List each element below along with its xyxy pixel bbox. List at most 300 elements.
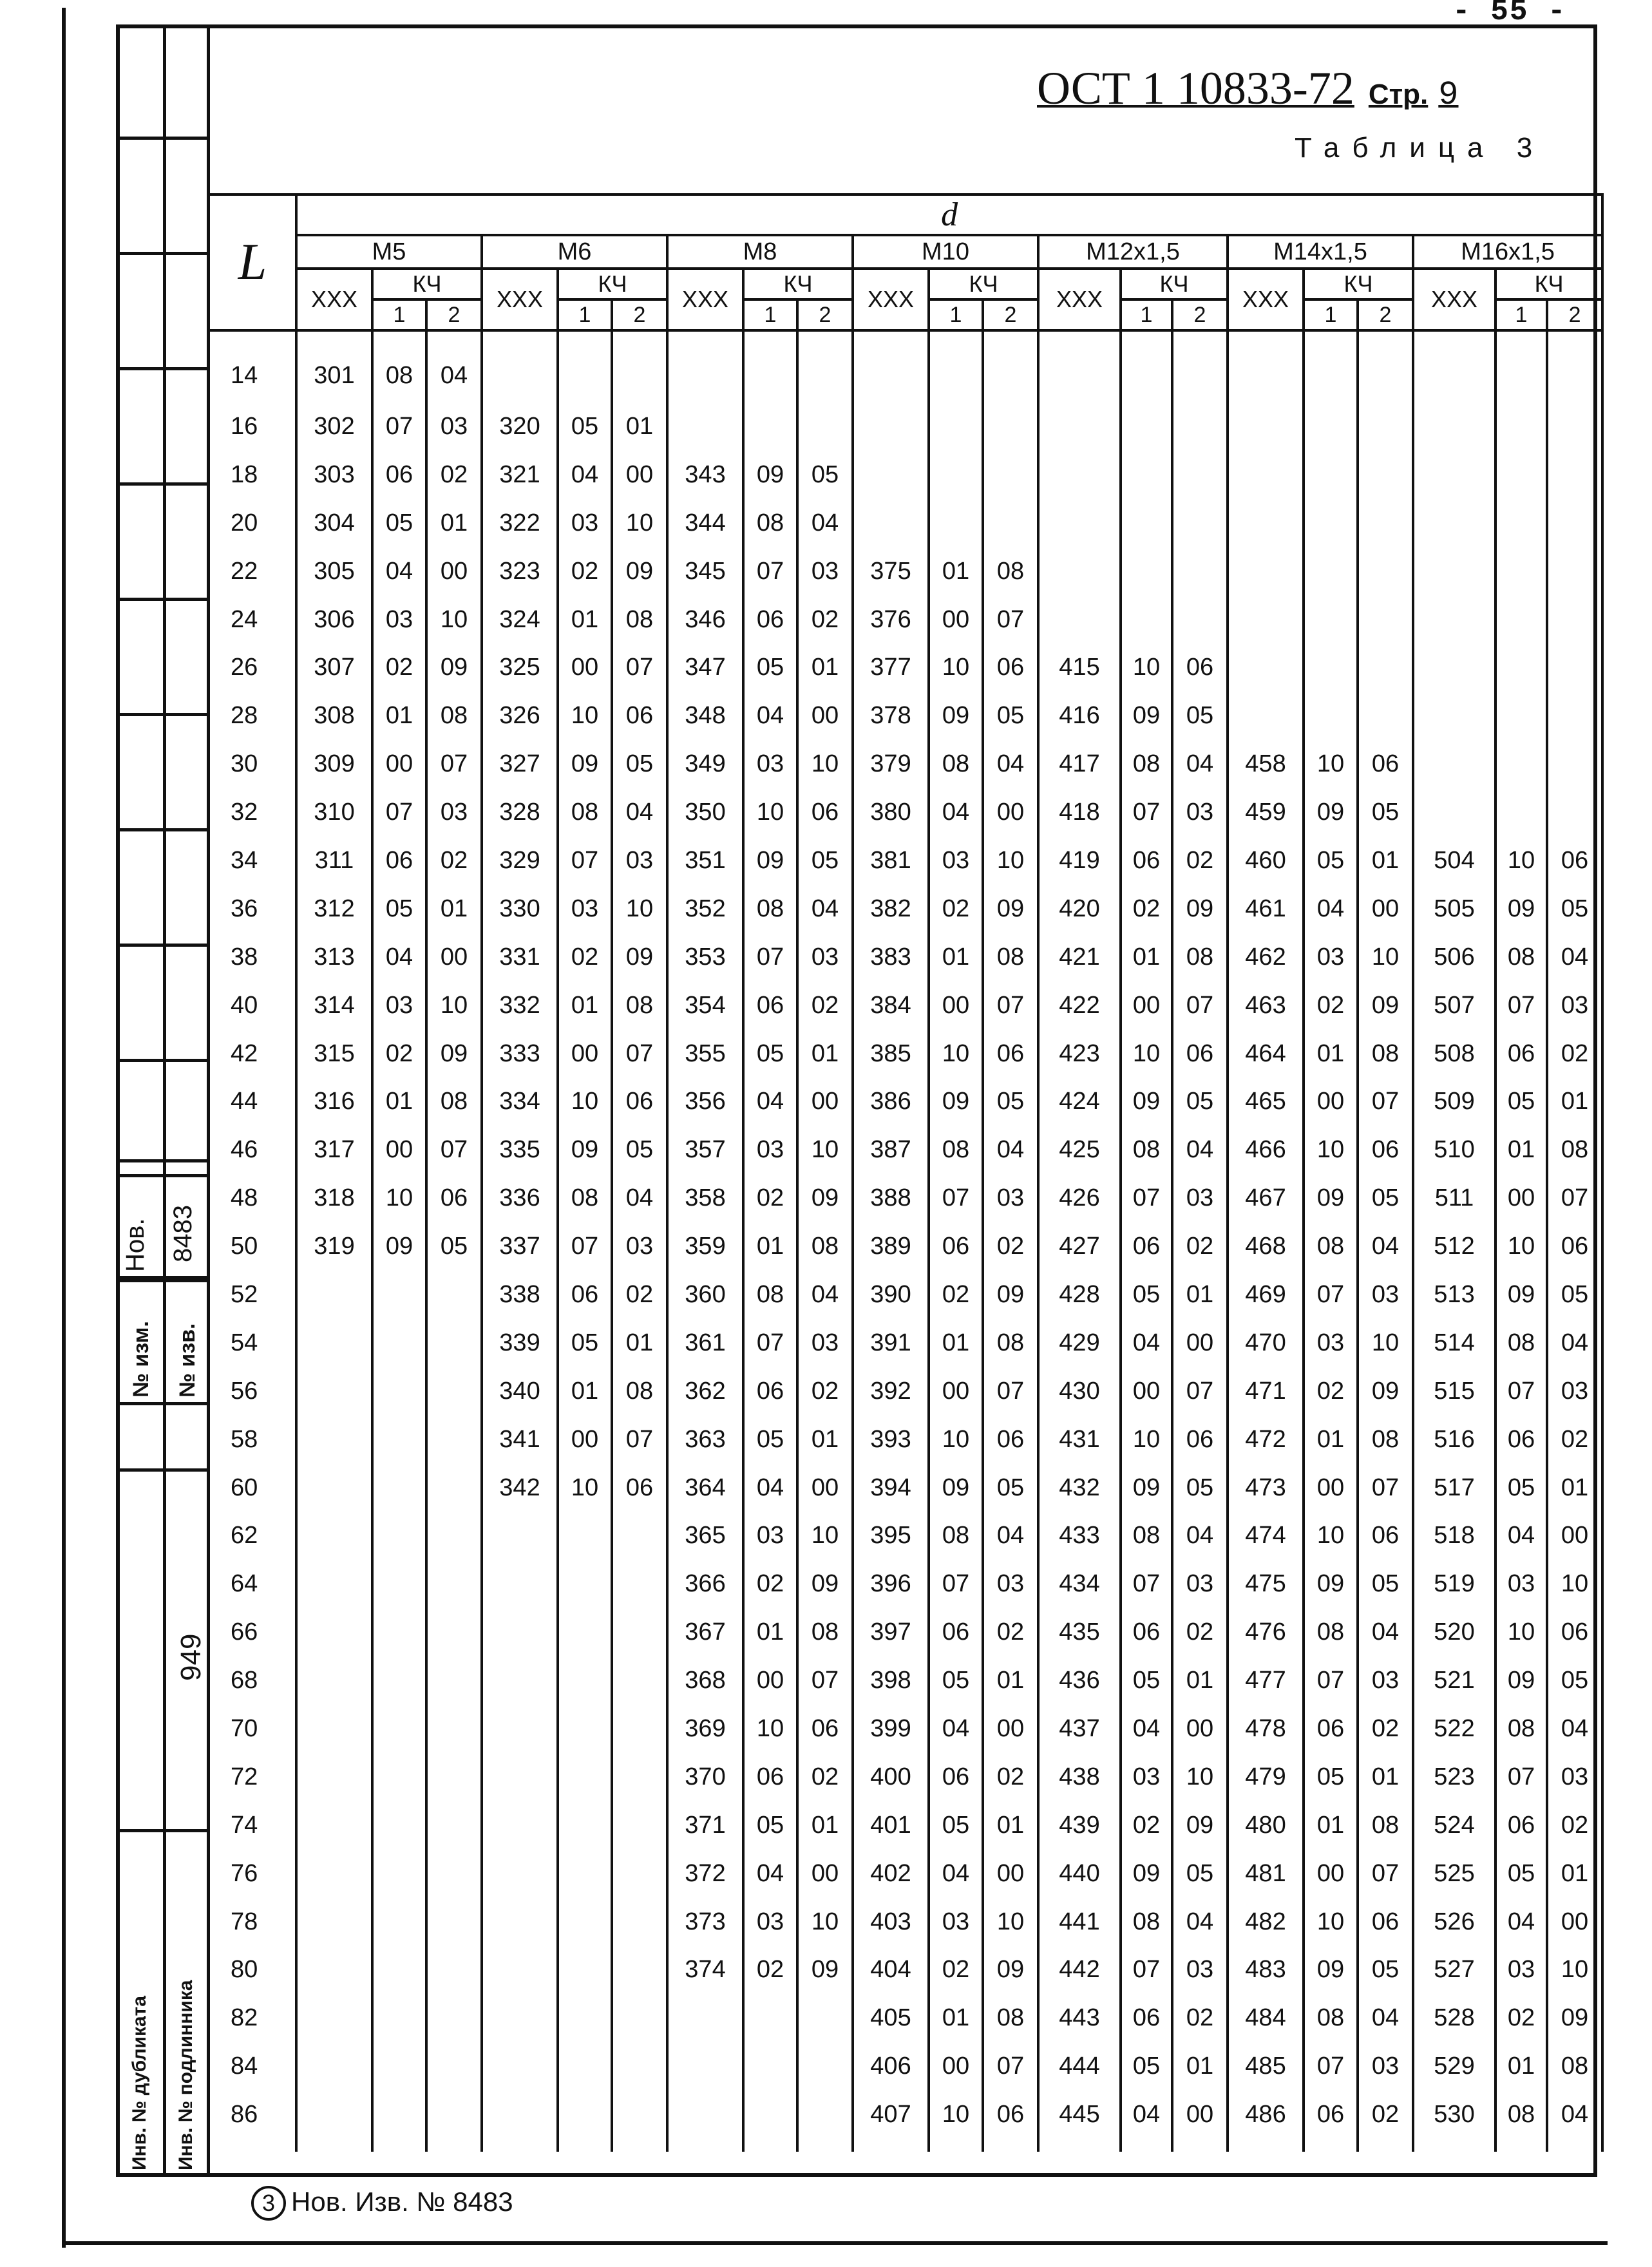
kch-cell <box>426 1560 482 1608</box>
kch-cell: 08 <box>1547 1126 1602 1174</box>
table-row <box>210 2042 1602 2091</box>
xxx-cell <box>482 1608 558 1656</box>
kch-cell: 04 <box>743 1850 797 1898</box>
kch-cell: 06 <box>1172 643 1228 692</box>
kch-cell <box>1358 451 1413 499</box>
kch-cell: 01 <box>1304 1030 1358 1078</box>
length-cell: 60 <box>210 1464 296 1512</box>
kch-cell: 04 <box>1121 1319 1172 1367</box>
table-row <box>210 1367 1602 1416</box>
kch-cell: 09 <box>1495 1656 1547 1705</box>
xxx-cell <box>1228 547 1304 596</box>
kch-cell: 01 <box>558 982 612 1030</box>
table-row <box>210 1222 1602 1271</box>
kch-cell: 10 <box>1547 1946 1602 1995</box>
kch-cell: 10 <box>612 499 667 547</box>
kch-cell: 02 <box>797 982 853 1030</box>
kch-cell: 04 <box>983 1512 1038 1560</box>
xxx-cell: 509 <box>1413 1077 1495 1126</box>
kch-cell <box>372 1608 426 1656</box>
kch-cell: 02 <box>1172 1994 1228 2042</box>
table-row <box>210 1994 1602 2042</box>
length-cell: 70 <box>210 1705 296 1753</box>
thread-size-header: M8 <box>667 235 853 269</box>
xxx-cell: 469 <box>1228 1271 1304 1319</box>
kch-cell: 07 <box>1547 1174 1602 1222</box>
xxx-cell: 355 <box>667 1030 743 1078</box>
kch-cell: 03 <box>1358 1656 1413 1705</box>
kch-cell: 07 <box>612 643 667 692</box>
xxx-cell: 521 <box>1413 1656 1495 1705</box>
kch-cell <box>1121 547 1172 596</box>
kch-cell: 00 <box>1495 1174 1547 1222</box>
xxx-header: XXX <box>1228 269 1304 330</box>
kch-cell: 01 <box>929 1994 983 2042</box>
kch-cell <box>612 1946 667 1995</box>
kch-cell: 10 <box>1121 1416 1172 1464</box>
kch-cell: 02 <box>929 1271 983 1319</box>
kch-cell: 05 <box>743 1030 797 1078</box>
kch-cell: 01 <box>797 1416 853 1464</box>
kch-cell: 00 <box>1172 1705 1228 1753</box>
kch-cell: 01 <box>797 1801 853 1850</box>
kch-cell: 03 <box>1172 1946 1228 1995</box>
xxx-cell <box>296 1512 372 1560</box>
kch-cell: 05 <box>612 1126 667 1174</box>
kch-cell: 03 <box>983 1174 1038 1222</box>
kch-cell: 04 <box>1172 1898 1228 1946</box>
kch-cell: 00 <box>797 1077 853 1126</box>
xxx-cell: 483 <box>1228 1946 1304 1995</box>
table-row <box>210 1560 1602 1608</box>
thread-size-header: M16x1,5 <box>1413 235 1602 269</box>
table-row <box>210 1030 1602 1078</box>
kch-cell <box>612 2091 667 2152</box>
xxx-cell: 434 <box>1038 1560 1121 1608</box>
kch-cell <box>612 1608 667 1656</box>
kch-cell: 10 <box>797 740 853 788</box>
xxx-cell: 349 <box>667 740 743 788</box>
kch-cell: 00 <box>426 547 482 596</box>
xxx-cell <box>296 1753 372 1801</box>
kch-cell: 08 <box>1547 2042 1602 2091</box>
kch-cell: 03 <box>1172 1174 1228 1222</box>
xxx-cell: 350 <box>667 788 743 837</box>
kch-cell: 06 <box>797 788 853 837</box>
thread-size-header: M12x1,5 <box>1038 235 1228 269</box>
xxx-cell <box>1413 499 1495 547</box>
kch-cell: 10 <box>558 692 612 740</box>
kch-cell <box>426 2091 482 2152</box>
kch-cell: 09 <box>797 1946 853 1995</box>
xxx-cell <box>667 330 743 403</box>
footer-text: Нов. Изв. № 8483 <box>291 2186 513 2217</box>
kch-cell <box>612 1801 667 1850</box>
kch-cell: 03 <box>426 403 482 451</box>
kch-cell: 04 <box>1358 1608 1413 1656</box>
kch-cell: 07 <box>1495 1367 1547 1416</box>
xxx-cell: 363 <box>667 1416 743 1464</box>
kch-cell: 09 <box>1495 885 1547 933</box>
kch-cell <box>558 1656 612 1705</box>
kch-cell: 04 <box>797 499 853 547</box>
xxx-cell <box>482 1850 558 1898</box>
stamp-strip-lines <box>116 24 210 1177</box>
xxx-cell: 518 <box>1413 1512 1495 1560</box>
xxx-cell <box>482 1560 558 1608</box>
kch-cell: 07 <box>929 1174 983 1222</box>
kch-cell: 06 <box>1495 1416 1547 1464</box>
kch-cell: 04 <box>1547 1705 1602 1753</box>
kch-cell: 05 <box>797 837 853 885</box>
kch-cell: 07 <box>558 837 612 885</box>
kch-cell: 01 <box>1172 1656 1228 1705</box>
kch-cell: 01 <box>612 1319 667 1367</box>
xxx-cell <box>1413 596 1495 644</box>
xxx-cell: 346 <box>667 596 743 644</box>
xxx-cell <box>853 330 929 403</box>
kch-cell: 05 <box>743 1416 797 1464</box>
xxx-cell: 397 <box>853 1608 929 1656</box>
xxx-cell: 436 <box>1038 1656 1121 1705</box>
kch-cell <box>426 1319 482 1367</box>
xxx-cell: 338 <box>482 1271 558 1319</box>
kch-cell <box>426 1801 482 1850</box>
kch-cell: 01 <box>1358 837 1413 885</box>
kch-cell: 04 <box>983 740 1038 788</box>
table-row <box>210 1608 1602 1656</box>
xxx-cell: 344 <box>667 499 743 547</box>
kch-cell: 09 <box>797 1560 853 1608</box>
kch-cell <box>558 1801 612 1850</box>
kch-cell: 05 <box>929 1656 983 1705</box>
kch-cell: 07 <box>426 1126 482 1174</box>
xxx-cell <box>482 1753 558 1801</box>
kch-cell <box>1358 692 1413 740</box>
kch-cell: 05 <box>1172 1077 1228 1126</box>
kch-cell: 02 <box>929 1946 983 1995</box>
length-cell: 72 <box>210 1753 296 1801</box>
kch-cell: 06 <box>612 692 667 740</box>
kch-cell <box>1547 499 1602 547</box>
length-cell: 44 <box>210 1077 296 1126</box>
kch-cell: 08 <box>1358 1030 1413 1078</box>
kch-cell: 05 <box>1121 2042 1172 2091</box>
xxx-cell <box>1413 547 1495 596</box>
kch-cell <box>372 1705 426 1753</box>
kch-cell: 02 <box>1121 1801 1172 1850</box>
kch-cell: 04 <box>797 1271 853 1319</box>
kch-cell <box>372 1946 426 1995</box>
kch-cell: 00 <box>929 2042 983 2091</box>
table-row <box>210 2091 1602 2152</box>
kch-cell: 03 <box>1304 933 1358 982</box>
kch-cell: 05 <box>1172 1464 1228 1512</box>
kch-cell <box>612 1753 667 1801</box>
xxx-cell: 327 <box>482 740 558 788</box>
kch-cell <box>612 1512 667 1560</box>
kch-cell: 04 <box>1495 1898 1547 1946</box>
xxx-cell: 332 <box>482 982 558 1030</box>
xxx-cell: 303 <box>296 451 372 499</box>
kch-cell: 08 <box>612 596 667 644</box>
kch-cell: 05 <box>743 643 797 692</box>
xxx-cell <box>1413 740 1495 788</box>
xxx-cell <box>1038 499 1121 547</box>
stamp-podl-value: 949 <box>175 1633 207 1681</box>
kch-cell: 05 <box>983 1464 1038 1512</box>
kch-cell: 04 <box>426 330 482 403</box>
kch-cell: 06 <box>929 1222 983 1271</box>
kch-cell <box>983 451 1038 499</box>
kch-cell <box>426 1608 482 1656</box>
xxx-cell: 374 <box>667 1946 743 1995</box>
kch-cell: 09 <box>1358 1367 1413 1416</box>
kch-cell: 03 <box>1547 1753 1602 1801</box>
kch-cell: 07 <box>743 547 797 596</box>
kch-index-header: 1 <box>743 299 797 330</box>
kch-cell: 01 <box>929 933 983 982</box>
kch-cell: 09 <box>1121 1850 1172 1898</box>
kch-cell: 08 <box>1121 740 1172 788</box>
xxx-cell <box>482 1994 558 2042</box>
stamp-divider-inv <box>163 1468 166 2177</box>
kch-cell: 09 <box>1495 1271 1547 1319</box>
xxx-cell: 529 <box>1413 2042 1495 2091</box>
xxx-cell: 525 <box>1413 1850 1495 1898</box>
kch-cell: 00 <box>743 1656 797 1705</box>
kch-cell <box>372 1464 426 1512</box>
kch-cell: 09 <box>929 1077 983 1126</box>
table-row <box>210 499 1602 547</box>
kch-cell: 09 <box>1121 1464 1172 1512</box>
kch-cell <box>612 1850 667 1898</box>
xxx-cell: 519 <box>1413 1560 1495 1608</box>
xxx-cell <box>482 2042 558 2091</box>
kch-cell <box>372 1850 426 1898</box>
xxx-cell: 416 <box>1038 692 1121 740</box>
kch-cell: 07 <box>983 596 1038 644</box>
kch-cell <box>558 1850 612 1898</box>
kch-cell: 01 <box>372 692 426 740</box>
table-row <box>210 837 1602 885</box>
xxx-cell: 424 <box>1038 1077 1121 1126</box>
xxx-cell <box>1228 596 1304 644</box>
xxx-cell <box>1413 643 1495 692</box>
kch-cell: 10 <box>1547 1560 1602 1608</box>
kch-cell: 03 <box>1495 1560 1547 1608</box>
xxx-cell: 391 <box>853 1319 929 1367</box>
xxx-cell: 441 <box>1038 1898 1121 1946</box>
kch-cell: 04 <box>743 1077 797 1126</box>
xxx-cell: 340 <box>482 1367 558 1416</box>
kch-cell: 04 <box>612 1174 667 1222</box>
xxx-cell: 375 <box>853 547 929 596</box>
page-label: Стр. <box>1368 79 1429 110</box>
xxx-cell: 351 <box>667 837 743 885</box>
kch-header: КЧ <box>929 269 1038 299</box>
kch-cell: 03 <box>1547 1367 1602 1416</box>
xxx-cell: 372 <box>667 1850 743 1898</box>
thread-size-header: M14x1,5 <box>1228 235 1413 269</box>
kch-cell <box>1172 451 1228 499</box>
kch-cell: 04 <box>743 692 797 740</box>
table-row <box>210 1656 1602 1705</box>
xxx-cell: 380 <box>853 788 929 837</box>
kch-cell: 03 <box>372 596 426 644</box>
kch-cell: 08 <box>1304 1994 1358 2042</box>
kch-cell: 04 <box>372 547 426 596</box>
kch-cell: 06 <box>1547 1608 1602 1656</box>
kch-cell: 08 <box>1304 1222 1358 1271</box>
kch-cell: 02 <box>558 547 612 596</box>
length-cell: 14 <box>210 330 296 403</box>
xxx-cell: 324 <box>482 596 558 644</box>
xxx-cell <box>1228 403 1304 451</box>
xxx-cell: 398 <box>853 1656 929 1705</box>
xxx-cell: 393 <box>853 1416 929 1464</box>
kch-cell: 01 <box>1547 1850 1602 1898</box>
xxx-cell: 320 <box>482 403 558 451</box>
kch-cell: 06 <box>1358 740 1413 788</box>
kch-cell: 03 <box>743 740 797 788</box>
xxx-cell: 323 <box>482 547 558 596</box>
kch-cell: 00 <box>797 1464 853 1512</box>
kch-cell <box>612 1994 667 2042</box>
kch-cell: 06 <box>983 643 1038 692</box>
xxx-cell: 379 <box>853 740 929 788</box>
table-row <box>210 451 1602 499</box>
kch-cell: 09 <box>1304 1560 1358 1608</box>
length-cell: 16 <box>210 403 296 451</box>
kch-cell: 02 <box>372 1030 426 1078</box>
xxx-cell: 365 <box>667 1512 743 1560</box>
kch-cell <box>1172 499 1228 547</box>
kch-cell: 07 <box>1495 982 1547 1030</box>
kch-cell: 00 <box>1121 982 1172 1030</box>
stamp-divider-low <box>116 1829 210 1832</box>
length-cell: 82 <box>210 1994 296 2042</box>
kch-cell <box>1547 451 1602 499</box>
kch-cell <box>558 330 612 403</box>
xxx-cell: 402 <box>853 1850 929 1898</box>
xxx-cell: 507 <box>1413 982 1495 1030</box>
kch-index-header: 1 <box>558 299 612 330</box>
kch-cell: 01 <box>743 1608 797 1656</box>
kch-cell: 02 <box>743 1946 797 1995</box>
kch-cell <box>1358 330 1413 403</box>
kch-cell <box>1495 403 1547 451</box>
kch-cell <box>372 1801 426 1850</box>
xxx-cell: 433 <box>1038 1512 1121 1560</box>
kch-cell: 01 <box>426 885 482 933</box>
length-cell: 30 <box>210 740 296 788</box>
kch-cell: 09 <box>558 1126 612 1174</box>
xxx-cell: 359 <box>667 1222 743 1271</box>
kch-cell: 01 <box>1304 1801 1358 1850</box>
kch-cell: 02 <box>426 837 482 885</box>
kch-cell: 07 <box>1172 982 1228 1030</box>
kch-cell: 05 <box>372 885 426 933</box>
kch-cell: 03 <box>1304 1319 1358 1367</box>
table-row <box>210 1271 1602 1319</box>
xxx-cell: 470 <box>1228 1319 1304 1367</box>
kch-cell <box>797 403 853 451</box>
table-row <box>210 1077 1602 1126</box>
xxx-cell: 364 <box>667 1464 743 1512</box>
kch-cell <box>1547 788 1602 837</box>
kch-cell: 02 <box>426 451 482 499</box>
kch-cell: 02 <box>929 885 983 933</box>
kch-cell: 07 <box>426 740 482 788</box>
kch-index-header: 2 <box>1172 299 1228 330</box>
kch-cell: 01 <box>1495 1126 1547 1174</box>
xxx-cell: 366 <box>667 1560 743 1608</box>
kch-cell <box>1304 692 1358 740</box>
kch-cell: 10 <box>797 1898 853 1946</box>
xxx-cell: 369 <box>667 1705 743 1753</box>
kch-cell: 10 <box>797 1512 853 1560</box>
xxx-cell: 422 <box>1038 982 1121 1030</box>
xxx-cell <box>853 403 929 451</box>
kch-index-header: 2 <box>612 299 667 330</box>
xxx-cell: 370 <box>667 1753 743 1801</box>
xxx-cell: 429 <box>1038 1319 1121 1367</box>
kch-cell: 07 <box>558 1222 612 1271</box>
kch-cell: 02 <box>558 933 612 982</box>
kch-cell: 06 <box>372 451 426 499</box>
kch-cell <box>372 1319 426 1367</box>
kch-index-header: 2 <box>983 299 1038 330</box>
kch-cell <box>372 1271 426 1319</box>
kch-cell: 00 <box>929 982 983 1030</box>
xxx-cell <box>296 1271 372 1319</box>
kch-cell: 03 <box>1172 788 1228 837</box>
kch-cell: 06 <box>929 1608 983 1656</box>
kch-cell: 08 <box>983 933 1038 982</box>
kch-cell: 04 <box>929 1705 983 1753</box>
kch-cell: 07 <box>743 1319 797 1367</box>
xxx-cell <box>296 1656 372 1705</box>
length-cell: 56 <box>210 1367 296 1416</box>
kch-cell: 08 <box>1358 1416 1413 1464</box>
xxx-cell <box>667 2042 743 2091</box>
xxx-cell <box>853 499 929 547</box>
kch-cell: 05 <box>1358 1946 1413 1995</box>
kch-cell: 07 <box>983 2042 1038 2091</box>
xxx-cell: 432 <box>1038 1464 1121 1512</box>
kch-cell <box>929 403 983 451</box>
kch-index-header: 1 <box>1304 299 1358 330</box>
xxx-cell: 463 <box>1228 982 1304 1030</box>
stamp-nov-value: 8483 <box>169 1205 197 1262</box>
kch-cell: 07 <box>1121 1174 1172 1222</box>
kch-cell <box>1121 499 1172 547</box>
xxx-cell: 443 <box>1038 1994 1121 2042</box>
xxx-cell: 392 <box>853 1367 929 1416</box>
kch-cell <box>558 1994 612 2042</box>
xxx-cell: 339 <box>482 1319 558 1367</box>
xxx-cell: 426 <box>1038 1174 1121 1222</box>
kch-cell: 07 <box>797 1656 853 1705</box>
kch-cell: 05 <box>1304 1753 1358 1801</box>
xxx-cell <box>1038 596 1121 644</box>
xxx-cell <box>482 1898 558 1946</box>
length-cell: 50 <box>210 1222 296 1271</box>
xxx-cell: 415 <box>1038 643 1121 692</box>
page-number: - 55 - <box>1452 0 1567 28</box>
kch-cell <box>1547 547 1602 596</box>
